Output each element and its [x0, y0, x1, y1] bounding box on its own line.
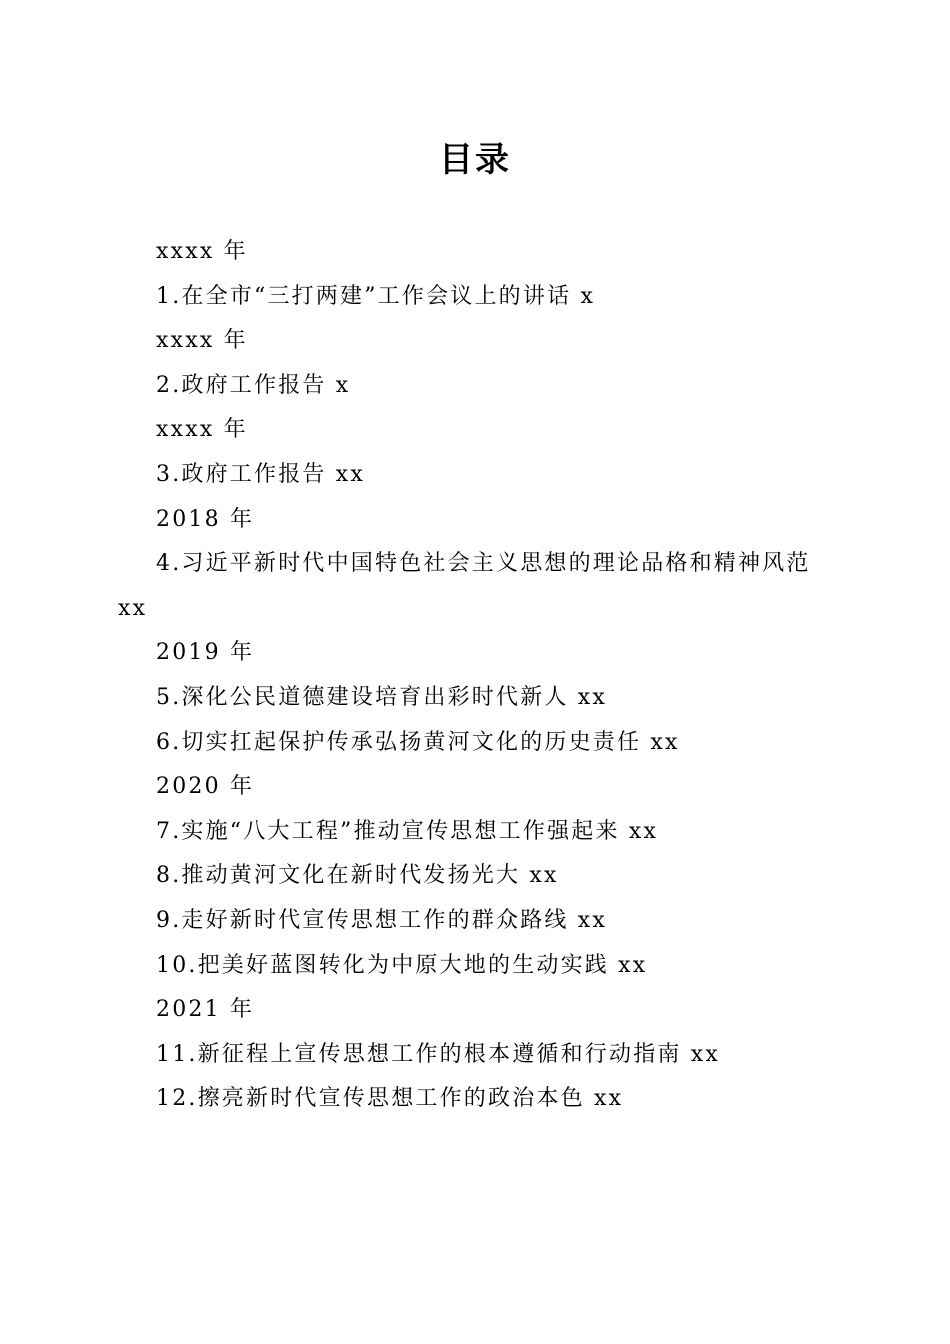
- toc-entry: 9.走好新时代宣传思想工作的群众路线 xx: [156, 907, 607, 933]
- toc-entry: 4.习近平新时代中国特色社会主义思想的理论品格和精神风范 xx: [118, 551, 811, 621]
- toc-year-heading: 2021 年: [156, 997, 255, 1023]
- toc-year-heading: 2020 年: [156, 774, 255, 800]
- toc-year-heading: xxxx 年: [156, 328, 248, 354]
- toc-entry: 11.新征程上宣传思想工作的根本遵循和行动指南 xx: [156, 1041, 720, 1067]
- toc-year-heading: xxxx 年: [156, 239, 248, 264]
- toc-entry: 2.政府工作报告 x: [156, 372, 351, 398]
- toc-entry: 3.政府工作报告 xx: [156, 461, 365, 487]
- toc-entry: 12.擦亮新时代宣传思想工作的政治本色 xx: [156, 1086, 624, 1112]
- toc-year-heading: 2018 年: [156, 506, 255, 532]
- toc-entry: 1.在全市“三打两建”工作会议上的讲话 x: [156, 283, 596, 309]
- toc-entry: 5.深化公民道德建设培育出彩时代新人 xx: [156, 684, 607, 710]
- toc-year-heading: 2019 年: [156, 640, 255, 666]
- toc-entry: 10.把美好蓝图转化为中原大地的生动实践 xx: [156, 952, 648, 978]
- toc-entry: 7.实施“八大工程”推动宣传思想工作强起来 xx: [156, 818, 659, 844]
- toc-entry: 8.推动黄河文化在新时代发扬光大 xx: [156, 863, 559, 889]
- toc-year-heading: xxxx 年: [156, 417, 248, 443]
- page-title: 目录: [439, 140, 511, 180]
- table-of-contents: [118, 230, 833, 1122]
- toc-entry: 6.切实扛起保护传承弘扬黄河文化的历史责任 xx: [156, 729, 680, 755]
